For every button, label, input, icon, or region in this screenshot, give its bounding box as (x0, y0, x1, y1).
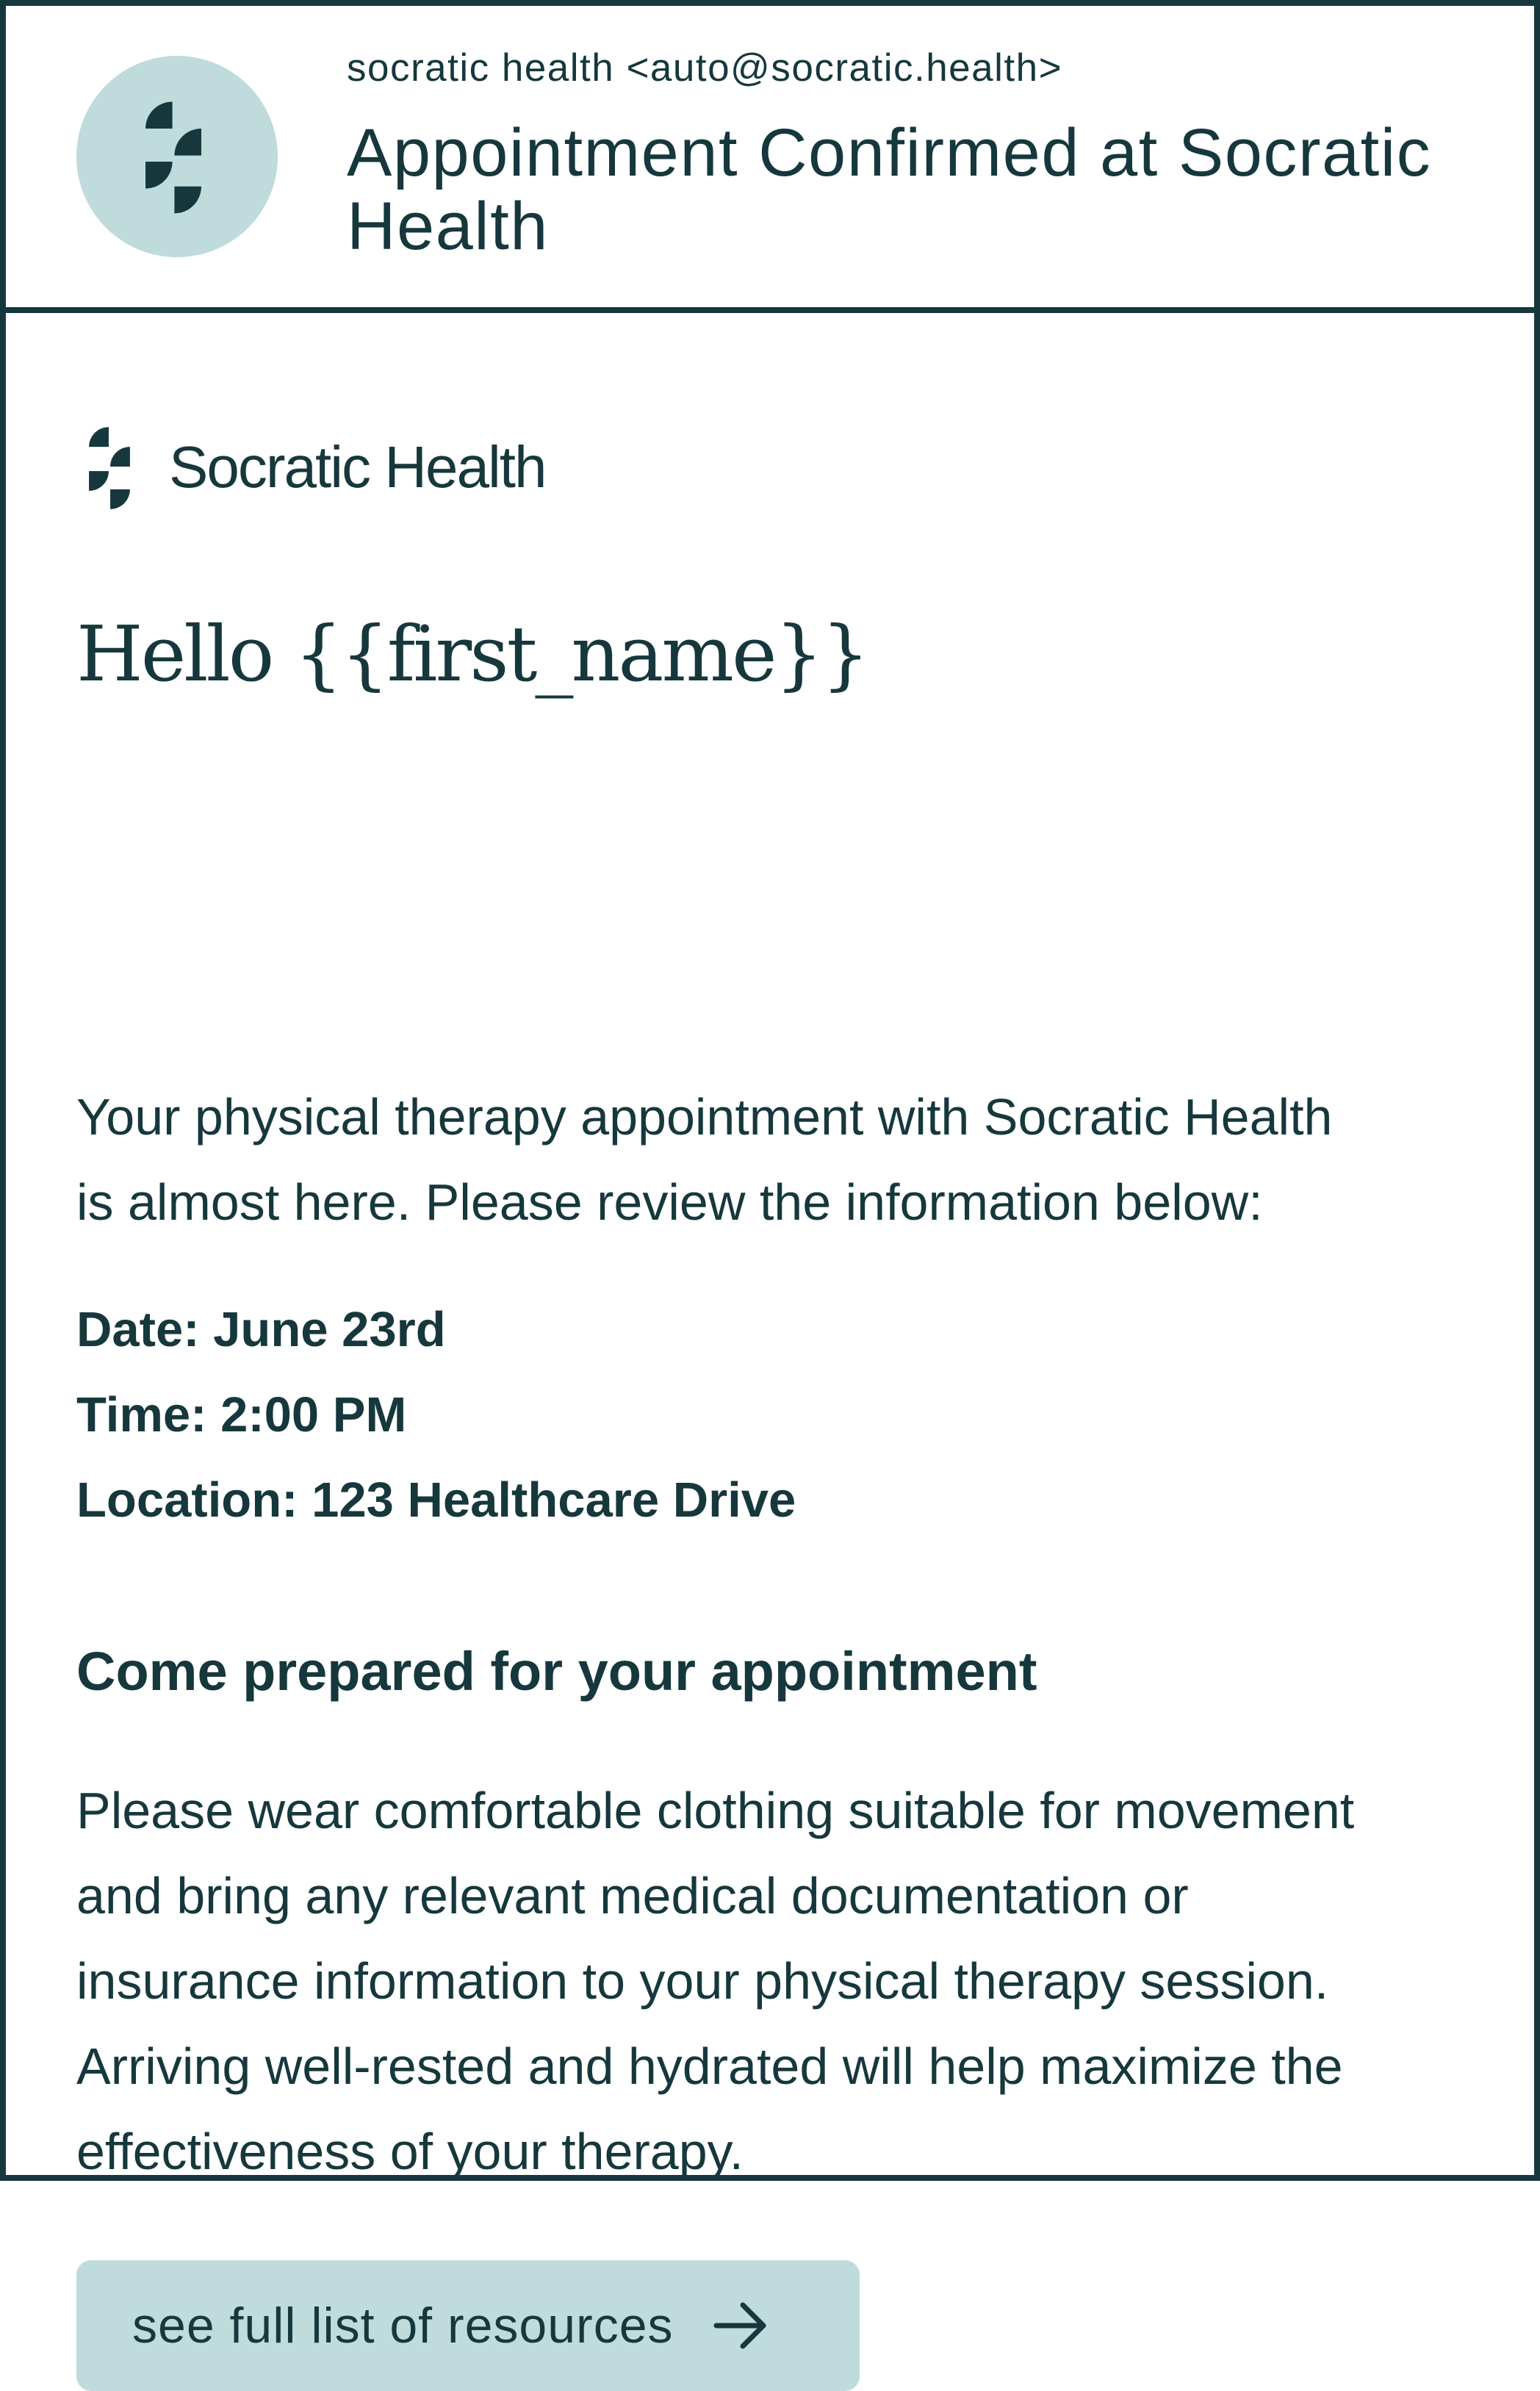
email-header (6, 6, 1534, 313)
prep-heading: Come prepared for your appointment (76, 1641, 1037, 1702)
brand-name: Socratic Health (169, 434, 546, 500)
see-resources-button[interactable] (76, 2260, 860, 2391)
intro-line: is almost here. Please review the information below: (76, 1173, 1263, 1231)
appointment-details (76, 1287, 796, 1543)
prep-line: effectiveness of your therapy. (76, 2123, 744, 2180)
intro-line: Your physical therapy appointment with Socratic Health (76, 1088, 1333, 1146)
appointment-time: Time: 2:00 PM (76, 1387, 407, 1442)
prep-line: insurance information to your physical therapy session. (76, 1952, 1329, 2010)
arrow-right-icon (712, 2299, 771, 2352)
prep-line: and bring any relevant medical documentation or (76, 1867, 1189, 1924)
sender-avatar (76, 56, 278, 257)
email-subject: Appointment Confirmed at Socratic Health (347, 115, 1432, 264)
prep-line: Please wear comfortable clothing suitable for movement (76, 1782, 1355, 1839)
see-resources-label: see full list of resources (132, 2298, 674, 2354)
prep-paragraph (76, 1768, 1487, 2194)
brand-logo (76, 422, 545, 513)
prep-line: Arriving well-rested and hydrated will help maximize the (76, 2038, 1343, 2095)
greeting-heading: Hello {{first_name}} (76, 609, 868, 699)
socratic-health-logo-icon (76, 423, 143, 512)
appointment-location: Location: 123 Healthcare Drive (76, 1473, 796, 1528)
sender-address: socratic health <auto@socratic.health> (347, 46, 1063, 90)
intro-paragraph (76, 1074, 1487, 1245)
socratic-health-logo-icon (129, 96, 218, 217)
appointment-date: Date: June 23rd (76, 1302, 446, 1357)
